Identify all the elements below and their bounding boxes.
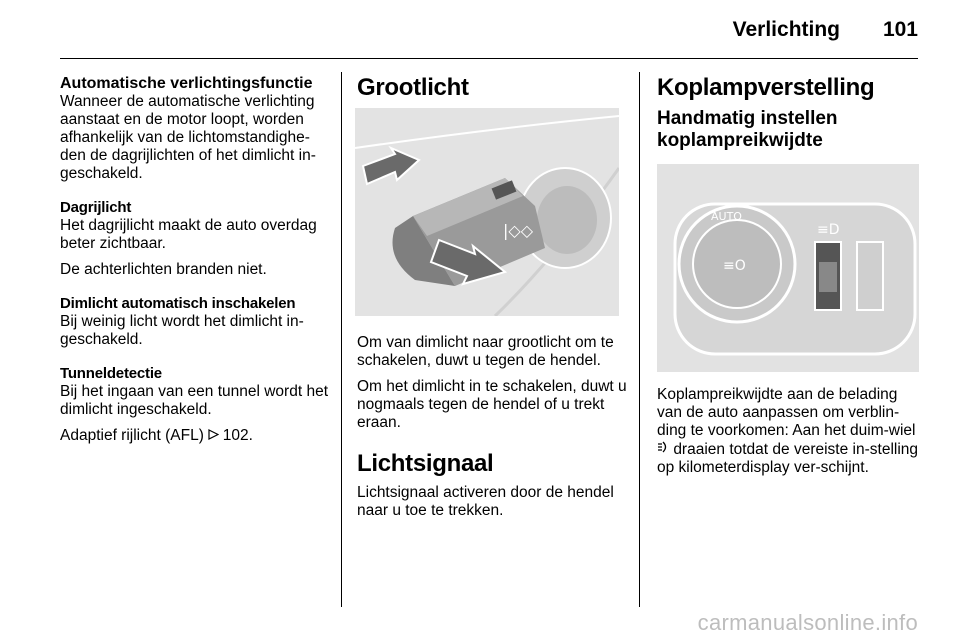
watermark: carmanualsonline.info [697, 610, 918, 635]
headlamp-range-icon [657, 441, 673, 458]
header-divider [60, 58, 918, 59]
subheading-dimlicht: Dimlicht automatisch inschakelen [60, 295, 296, 312]
column-divider-2 [639, 72, 640, 607]
section-heading-koplampverstelling: Koplampverstelling [657, 74, 875, 101]
afl-reference-text: Adaptief rijlicht (AFL) [60, 427, 204, 444]
light-switch-panel-illustration [657, 164, 919, 372]
paragraph-dagrijlicht: Het dagrijlicht maakt de auto overdag beter zichtbaar. [60, 217, 317, 252]
afl-reference-page[interactable]: 102. [222, 427, 253, 444]
paragraph-lichtsignaal: Lichtsignaal activeren door de hendel naar u toe te trekken. [357, 484, 614, 519]
section-heading-auto-lighting: Automatische verlichtingsfunctie [60, 75, 313, 92]
svg-text:|◇◇: |◇◇ [503, 221, 533, 240]
paragraph-part-2: draaien totdat de vereiste in-stelling op kilometerdisplay ver-schijnt. [657, 441, 919, 476]
section-heading-grootlicht: Grootlicht [357, 74, 469, 101]
page-number: 101 [882, 18, 918, 41]
figure-auto-label: AUTO [711, 210, 742, 223]
subheading-tunneldetectie: Tunneldetectie [60, 365, 162, 382]
subheading-koplampreikwijdte: Handmatig instellen koplampreikwijdte [657, 108, 838, 151]
paragraph-tunneldetectie: Bij het ingaan van een tunnel wordt het dimlicht ingeschakeld. [60, 383, 328, 418]
column-2 [357, 74, 627, 528]
paragraph-koplampreikwijdte [657, 386, 922, 477]
subheading-dagrijlicht: Dagrijlicht [60, 199, 132, 216]
afl-reference [60, 427, 330, 445]
paragraph-grootlicht-2: Om het dimlicht in te schakelen, duwt u nogmaals tegen de hendel of u trekt eraan. [357, 378, 627, 431]
page-title: Verlichting [732, 18, 840, 41]
paragraph-dimlicht: Bij weinig licht wordt het dimlicht in-geschakeld. [60, 313, 304, 348]
paragraph-achterlichten: De achterlichten branden niet. [60, 261, 267, 278]
intro-paragraph: Wanneer de automatische verlichting aanstaat en de motor loopt, worden afhankelijk van de lichtomstandighe-den de dagrijlichten of het dimlicht in-geschakeld. [60, 93, 316, 182]
paragraph-grootlicht-1: Om van dimlicht naar grootlicht om te schakelen, duwt u tegen de hendel. [357, 334, 614, 369]
paragraph-part-1: Koplampreikwijdte aan de belading van de auto aanpassen om verblin-ding te voorkomen: Aan het duim-wiel [657, 386, 916, 439]
column-3 [657, 74, 922, 485]
column-divider-1 [341, 72, 342, 607]
turn-signal-stalk-illustration [355, 108, 619, 316]
reference-arrow-icon[interactable] [208, 428, 223, 443]
svg-text:≡D: ≡D [817, 222, 840, 238]
column-1 [60, 74, 330, 453]
section-heading-lichtsignaal: Lichtsignaal [357, 450, 494, 477]
svg-text:≡O: ≡O [723, 258, 746, 274]
